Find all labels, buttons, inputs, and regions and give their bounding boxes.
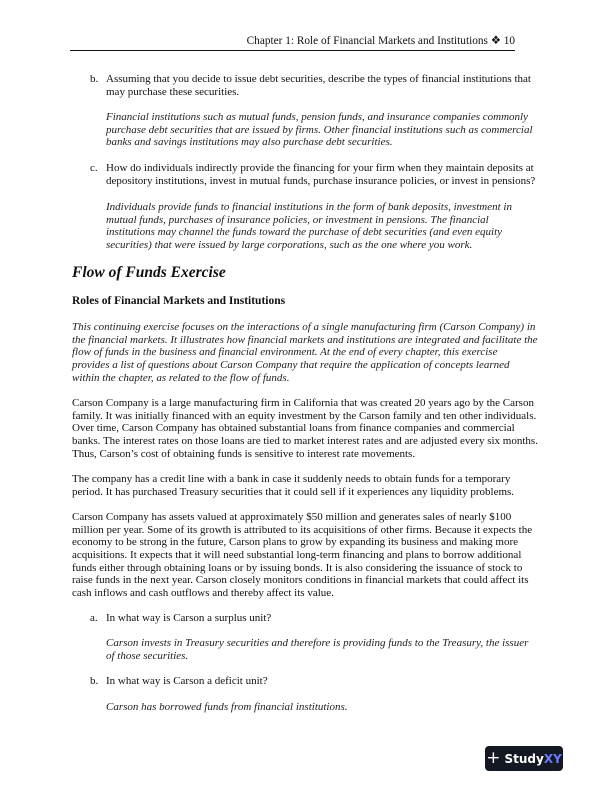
para-2 [72, 473, 522, 498]
text-line: of those securities. [106, 649, 189, 662]
text-line: banks. The interest rates on those loans are tied to market interest rates and are adjusted every six months. [72, 435, 538, 448]
item-label: b. [90, 73, 99, 85]
text-line: period. It has purchased Treasury securities that it could sell if it experiences any liquidity problems. [72, 485, 515, 498]
q-b2 [106, 675, 526, 688]
item-label: a. [90, 612, 98, 624]
text-line: Assuming that you decide to issue debt securities, describe the types of financial institutions that [106, 73, 531, 85]
text-line: Financial institutions such as mutual funds, pension funds, and insurance companies commonly [106, 111, 528, 123]
answer-c [106, 201, 526, 252]
q-b [106, 73, 531, 98]
section-subtitle: Roles of Financial Markets and Institutions [72, 295, 286, 307]
text-line: Carson invests in Treasury securities and therefore is providing funds to the Treasury, the issuer [106, 637, 529, 649]
text-line: family. It was initially financed with an equity investment by the Carson family and ten other individuals. [72, 409, 537, 422]
plus-icon: + [486, 748, 501, 768]
text-line: may purchase these securities. [106, 85, 240, 98]
text-line: flow of funds in the business and financial environment. At the end of every chapter, this exercise [72, 346, 498, 359]
text-line: Carson Company has assets valued at approximately $50 million and generates sales of nearly $100 [72, 511, 512, 523]
text-line: The company has a credit line with a bank in case it suddenly needs to obtain funds for a temporary [72, 473, 511, 485]
text-line: the financial markets. It illustrates how financial markets and institutions are integrated and facilitate the [72, 333, 538, 346]
text-line: acquisitions. It expects that it will need substantial long-term financing and plans to borrow additional [72, 549, 522, 562]
text-line: Thus, Carson’s cost of obtaining funds is sensitive to interest rate movements. [72, 447, 416, 460]
text-line: In what way is Carson a surplus unit? [106, 612, 272, 624]
text-line: Individuals provide funds to financial institutions in the form of bank deposits, investment in [106, 201, 512, 213]
text-line: securities) that were issued by large corporations, such as the one where you work. [106, 239, 473, 252]
text-line: raise funds in the next year. Carson closely monitors conditions in financial markets that could affect its [72, 574, 529, 587]
text-line: How do individuals indirectly provide the financing for your firm when they maintain deposits at [106, 162, 534, 174]
item-label: c. [90, 162, 98, 174]
para-1 [72, 397, 538, 460]
text-line: cash inflows and cash outflows and thereby affect its value. [72, 587, 334, 600]
answer-b [106, 111, 533, 149]
text-line: economy to be strong in the future, Carson plans to grow by expanding its business and making more [72, 536, 519, 549]
text-line: mutual funds, purchases of insurance policies, or investment in pensions. The financial [106, 213, 489, 226]
intro [72, 321, 538, 384]
q-c [106, 162, 536, 187]
text-line: purchase debt securities that are issued by firms. Other financial institutions such as commercial [106, 123, 533, 136]
text-line: institutions may channel the funds toward the purchase of debt securities (and even equity [106, 226, 503, 239]
answer-b2 [106, 701, 526, 714]
text-line: Over time, Carson Company has obtained substantial loans from finance companies and commercial [72, 422, 515, 435]
text-line: within the chapter, as related to the flow of funds. [72, 371, 290, 384]
text-line: funds either through obtaining loans or by issuing bonds. It is also considering the issuance of stock to [72, 561, 523, 574]
text-line: depository institutions, invest in mutual funds, purchase insurance policies, or invest in pensions? [106, 174, 536, 187]
brand-accent: XY [543, 751, 562, 766]
text-line: Carson has borrowed funds from financial institutions. [106, 701, 348, 713]
brand-name: Study [504, 751, 544, 766]
text-line: banks and savings institutions may also purchase debt securities. [106, 136, 393, 149]
para-3 [72, 511, 533, 600]
text-line: Carson Company is a large manufacturing firm in California that was created 20 years ago by the Carson [72, 397, 534, 409]
text-line: This continuing exercise focuses on the interactions of a single manufacturing firm (Carson Company) in [72, 321, 536, 333]
running-header: Chapter 1: Role of Financial Markets and Institutions ❖ 10 [246, 35, 515, 47]
section-title: Flow of Funds Exercise [72, 264, 226, 281]
answer-a2 [106, 637, 529, 662]
q-a2 [106, 612, 526, 625]
text-line: provides a list of questions about Carson Company that require the application of concepts learned [72, 359, 510, 372]
header-rule [70, 50, 515, 51]
text-line: In what way is Carson a deficit unit? [106, 675, 268, 687]
text-line: million per year. Some of its growth is attributed to its acquisitions of other firms. Because it expects the [72, 523, 533, 536]
studyxy-badge[interactable] [485, 746, 563, 771]
item-label: b. [90, 675, 99, 687]
